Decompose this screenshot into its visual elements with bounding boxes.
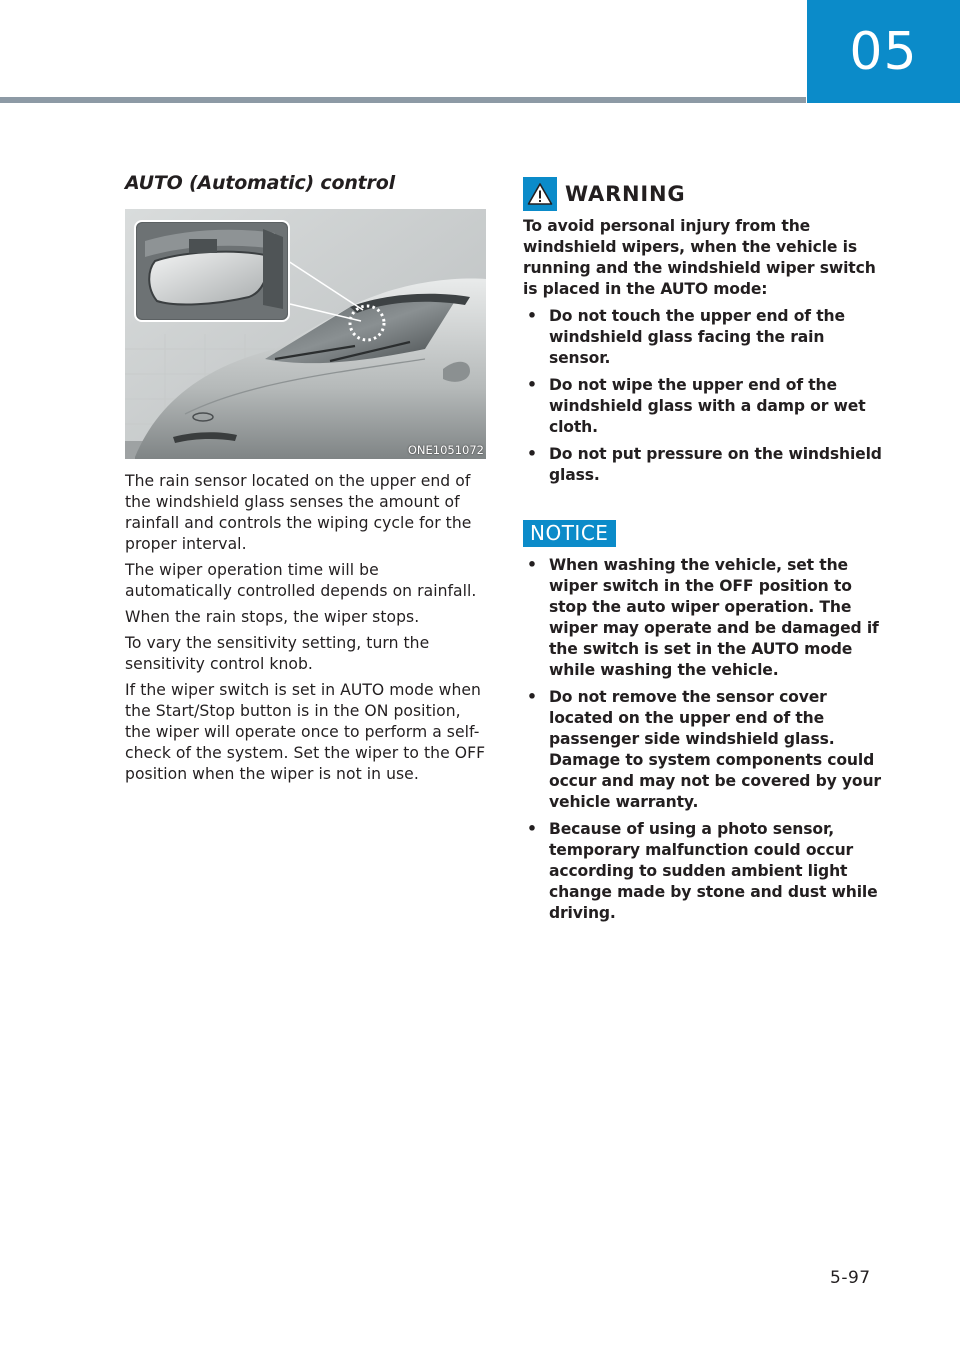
warning-header [523,176,883,212]
list-item: • Do not remove the sensor cover located on the upper end of the passenger side windshield glass. Damage to system components could occur and may not be covered by your vehicle warranty. [527,688,881,811]
bullet: • [527,556,537,574]
warning-body [523,216,883,486]
section-title: AUTO (Automatic) control [125,172,395,194]
paragraph: The wiper operation time will be automatically controlled depends on rainfall. [125,561,477,600]
page-number: 5-97 [830,1268,871,1288]
list-item: • When washing the vehicle, set the wiper switch in the OFF position to stop the auto wiper operation. The wiper may operate and be damaged if the switch is set in the AUTO mode while washing the vehicle. [527,556,879,679]
header-rule [0,97,806,103]
body-text [125,471,487,785]
list-item: • Do not wipe the upper end of the windshield glass with a damp or wet cloth. [527,376,866,436]
chapter-tab [807,0,960,103]
warning-triangle-icon [523,177,557,211]
paragraph: To vary the sensitivity setting, turn the sensitivity control knob. [125,634,430,673]
bullet: • [527,688,537,706]
paragraph: When the rain stops, the wiper stops. [125,608,420,626]
bullet: • [527,376,537,394]
warning-list [523,306,883,486]
paragraph: If the wiper switch is set in AUTO mode when the Start/Stop button is in the ON position, the wiper will operate once to perform a self-check of the system. Set the wiper to the OFF position when the wiper is not in use. [125,681,486,783]
chapter-number: 05 [849,21,918,82]
list-item: • Do not touch the upper end of the windshield glass facing the rain sensor. [527,307,845,367]
car-windshield-image [125,209,486,459]
notice-list [523,555,883,924]
bullet: • [527,820,537,838]
right-column [523,176,883,930]
list-item: • Because of using a photo sensor, temporary malfunction could occur according to sudden ambient light change made by stone and dust while driving. [527,820,878,922]
paragraph: The rain sensor located on the upper end of the windshield glass senses the amount of rainfall and controls the wiping cycle for the proper interval. [125,472,472,553]
warning-block [523,176,883,486]
notice-block [523,492,883,924]
warning-title: WARNING [565,182,686,206]
rain-sensor-illustration [125,209,486,459]
notice-title: NOTICE [523,520,616,547]
left-column [125,172,487,790]
bullet: • [527,445,537,463]
image-code: ONE1051072 [407,443,484,457]
list-item: • Do not put pressure on the windshield glass. [527,445,882,484]
warning-intro: To avoid personal injury from the windshield wipers, when the vehicle is running and the windshield wiper switch is placed in the AUTO mode: [523,217,876,298]
bullet: • [527,307,537,325]
